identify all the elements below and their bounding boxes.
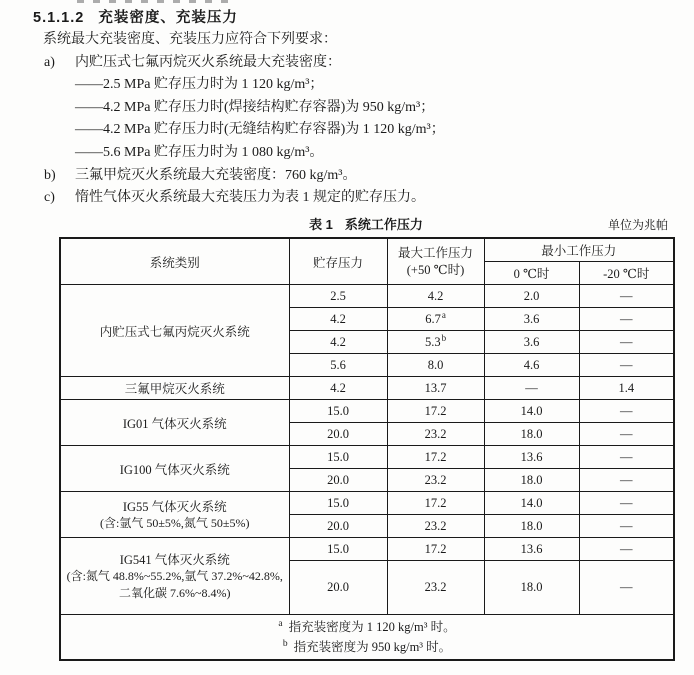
cell-min-pressure-0c: 3.6 <box>484 308 579 331</box>
cell-min-pressure-0c: 3.6 <box>484 331 579 354</box>
table-row <box>60 538 674 561</box>
section-heading <box>33 7 661 29</box>
cell-max-working-pressure: 17.2 <box>387 400 484 423</box>
cell-max-working-pressure: 13.7 <box>387 377 484 400</box>
cell-max-working-pressure: 17.2 <box>387 538 484 561</box>
cell-min-pressure-minus20c: — <box>579 538 674 561</box>
cell-storage-pressure: 15.0 <box>289 492 387 515</box>
intro-paragraph: 系统最大充装密度、充装压力应符合下列要求： <box>43 32 337 47</box>
footnote-text: 指充装密度为 1 120 kg/m³ 时。 <box>288 620 456 635</box>
cell-min-pressure-minus20c: — <box>579 515 674 538</box>
cell-storage-pressure: 20.0 <box>289 561 387 615</box>
footnote-cell <box>60 615 674 661</box>
cell-system-category <box>60 446 289 492</box>
cell-storage-pressure: 15.0 <box>289 400 387 423</box>
cell-max-working-pressure: 17.2 <box>387 492 484 515</box>
system-composition-label: (含:氮气 48.8%~55.2%,氩气 37.2%~42.8%,二氧化碳 7.6%~8.4%) <box>66 569 283 601</box>
cell-max-working-pressure: 6.7$^a$ <box>387 308 484 331</box>
cell-min-pressure-minus20c: 1.4 <box>579 377 674 400</box>
list-item-c-text: 惰性气体灭火系统最大充装压力为表 1 规定的贮存压力。 <box>75 190 425 206</box>
cell-min-pressure-0c: 2.0 <box>484 285 579 308</box>
cell-system-category <box>60 400 289 446</box>
list-item-b <box>44 165 661 188</box>
cell-system-category <box>60 492 289 538</box>
cell-max-working-pressure: 17.2 <box>387 446 484 469</box>
cell-system-category <box>60 285 289 377</box>
cell-min-pressure-minus20c: — <box>579 446 674 469</box>
list-item-a <box>44 52 661 75</box>
cell-min-pressure-0c: 4.6 <box>484 354 579 377</box>
cell-system-category <box>60 538 289 615</box>
table-row <box>60 377 674 400</box>
system-label: IG01 气体灭火系统 <box>122 416 227 431</box>
cell-min-pressure-0c: 14.0 <box>484 400 579 423</box>
system-label: 三氟甲烷灭火系统 <box>124 382 225 397</box>
list-item-c <box>44 187 661 210</box>
cell-min-pressure-minus20c: — <box>579 561 674 615</box>
cell-max-working-pressure: 23.2 <box>387 469 484 492</box>
cell-storage-pressure: 15.0 <box>289 446 387 469</box>
section-number: 5.1.1.2 <box>33 10 85 26</box>
footnote-line <box>61 637 673 657</box>
unit-note: 单位为兆帕 <box>607 217 668 232</box>
header-min-at-minus20c: -20 ℃时 <box>579 262 674 285</box>
table-title: 系统工作压力 <box>344 216 423 232</box>
cell-max-working-pressure: 5.3$^b$ <box>387 331 484 354</box>
sub-item-3: ——4.2 MPa 贮存压力时(无缝结构贮存容器)为 1 120 kg/m³； <box>75 122 445 138</box>
cell-max-working-pressure: 8.0 <box>387 354 484 377</box>
cell-min-pressure-0c: 18.0 <box>484 561 579 615</box>
cell-min-pressure-minus20c: — <box>579 354 674 377</box>
cell-storage-pressure: 20.0 <box>289 469 387 492</box>
cell-max-working-pressure: 23.2 <box>387 561 484 615</box>
cell-max-working-pressure: 4.2 <box>387 285 484 308</box>
header-system-category: 系统类别 <box>60 238 289 285</box>
cell-min-pressure-minus20c: — <box>579 308 674 331</box>
header-max-working-pressure-line2: (+50 ℃时) <box>406 262 465 277</box>
system-label: IG100 气体灭火系统 <box>119 462 230 477</box>
working-pressure-table <box>59 237 675 662</box>
cell-storage-pressure: 20.0 <box>289 515 387 538</box>
cell-system-category <box>60 377 289 400</box>
list-item-a-label: a) <box>44 54 55 70</box>
cell-min-pressure-0c: 13.6 <box>484 446 579 469</box>
footnote-marker: b <box>282 639 288 650</box>
cell-min-pressure-minus20c: — <box>579 423 674 446</box>
cell-min-pressure-minus20c: — <box>579 492 674 515</box>
cell-max-working-pressure: 23.2 <box>387 515 484 538</box>
table-row <box>60 446 674 469</box>
table-row <box>60 400 674 423</box>
header-min-at-0c: 0 ℃时 <box>484 262 579 285</box>
system-label: IG55 气体灭火系统 <box>122 500 227 515</box>
cell-storage-pressure: 15.0 <box>289 538 387 561</box>
list-item-c-label: c) <box>44 190 55 206</box>
cell-min-pressure-minus20c: — <box>579 469 674 492</box>
header-min-working-pressure: 最小工作压力 <box>484 238 674 262</box>
cell-min-pressure-minus20c: — <box>579 400 674 423</box>
sub-item-2: ——4.2 MPa 贮存压力时(焊接结构贮存容器)为 950 kg/m³； <box>75 99 435 115</box>
cell-storage-pressure: 20.0 <box>289 423 387 446</box>
table-row <box>60 285 674 308</box>
system-label: 内贮压式七氟丙烷灭火系统 <box>99 324 250 339</box>
cell-min-pressure-minus20c: — <box>579 331 674 354</box>
list-item-a-text: 内贮压式七氟丙烷灭火系统最大充装密度： <box>75 54 341 70</box>
cell-min-pressure-0c: 18.0 <box>484 515 579 538</box>
footnote-marker: a <box>278 619 283 630</box>
clipped-previous-line-fragment <box>77 0 237 3</box>
section-title: 充装密度、充装压力 <box>98 10 238 26</box>
list-item-b-text: 三氟甲烷灭火系统最大充装密度：760 kg/m³。 <box>75 167 357 183</box>
sub-item-4: ——5.6 MPa 贮存压力时为 1 080 kg/m³。 <box>75 144 324 160</box>
footnote-line <box>61 617 673 637</box>
cell-min-pressure-0c: 13.6 <box>484 538 579 561</box>
cell-max-working-pressure: 23.2 <box>387 423 484 446</box>
header-max-working-pressure-line1: 最大工作压力 <box>397 245 473 260</box>
header-max-working-pressure <box>387 238 484 285</box>
cell-min-pressure-0c: 18.0 <box>484 423 579 446</box>
table-row <box>60 492 674 515</box>
cell-min-pressure-0c: 14.0 <box>484 492 579 515</box>
table-caption <box>59 215 673 234</box>
superscript-note-marker: a <box>441 309 446 320</box>
cell-min-pressure-0c: 18.0 <box>484 469 579 492</box>
cell-min-pressure-minus20c: — <box>579 285 674 308</box>
cell-storage-pressure: 4.2 <box>289 308 387 331</box>
footnote-text: 指充装密度为 950 kg/m³ 时。 <box>293 640 452 655</box>
cell-min-pressure-0c: — <box>484 377 579 400</box>
table-caption-row <box>59 215 673 234</box>
cell-storage-pressure: 4.2 <box>289 377 387 400</box>
superscript-note-marker: b <box>441 332 447 343</box>
sub-item-1: ——2.5 MPa 贮存压力时为 1 120 kg/m³； <box>75 77 324 93</box>
system-label: IG541 气体灭火系统 <box>119 553 230 568</box>
cell-storage-pressure: 4.2 <box>289 331 387 354</box>
cell-storage-pressure: 2.5 <box>289 285 387 308</box>
footnote-row <box>60 615 674 661</box>
system-composition-label: (含:氩气 50±5%,氮气 50±5%) <box>100 516 250 531</box>
header-storage-pressure: 贮存压力 <box>289 238 387 285</box>
cell-storage-pressure: 5.6 <box>289 354 387 377</box>
list-item-b-label: b) <box>44 167 56 183</box>
table-number: 表 1 <box>309 216 333 232</box>
